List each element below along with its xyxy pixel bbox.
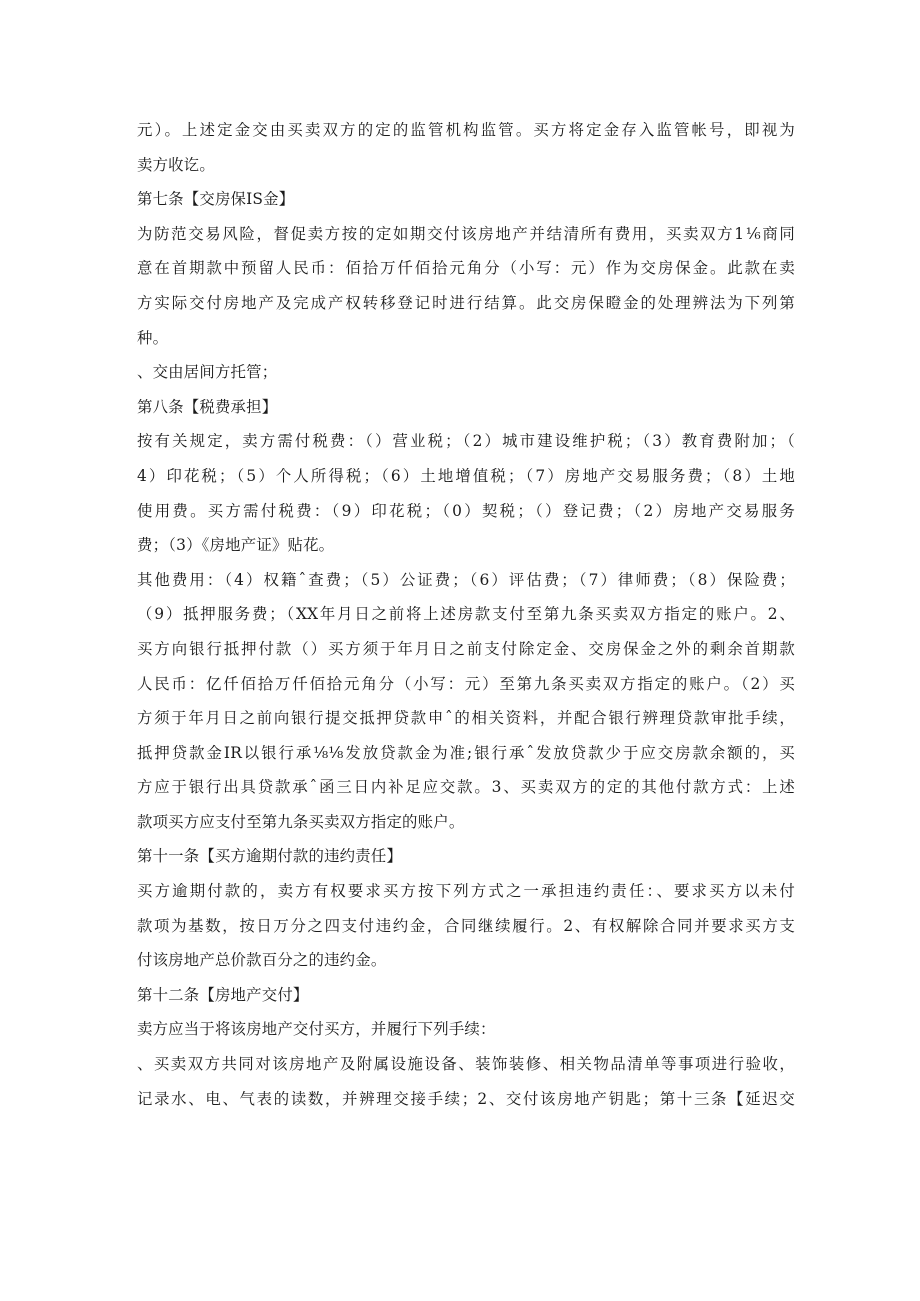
document-body xyxy=(137,113,795,1116)
text-line: 人民币：亿仟佰拾万仟佰拾元角分（小写：元）至第九条买卖双方指定的账户。（2）买 xyxy=(137,674,795,693)
text-line: 、交由居间方托管； xyxy=(137,363,278,382)
text-line: 抵押贷款金IR以银行承⅛⅛发放贷款金为准;银行承ˆ发放贷款少于应交房款余额的，买 xyxy=(137,743,795,762)
text-line: 记录水、电、气表的读数，并辨理交接手续；2、交付该房地产钥匙；第十三条【延迟交 xyxy=(137,1089,795,1108)
text-line: 卖方应当于将该房地产交付买方，并履行下列手续： xyxy=(137,1020,496,1039)
text-line: 款项买方应支付至第九条买卖双方指定的账户。 xyxy=(137,812,465,831)
text-line: 为防范交易风险，督促卖方按的定如期交付该房地产并结清所有费用，买卖双方1⅙商同 xyxy=(137,224,795,243)
text-line: 第八条【税费承担】 xyxy=(137,397,278,416)
text-line: 种。 xyxy=(137,328,169,347)
text-line: 使用费。买方需付税费：（9）印花税；（0）契税；（）登记费；（2）房地产交易服务 xyxy=(137,501,795,520)
text-line: 方须于年月日之前向银行提交抵押贷款申ˆ的相关资料，并配合银行辨理贷款审批手续， xyxy=(137,709,795,728)
text-line: 4）印花税；（5）个人所得税；（6）土地增值税；（7）房地产交易服务费；（8）土地 xyxy=(137,466,795,485)
text-line: 方实际交付房地产及完成产权转移登记时进行结算。此交房保瞪金的处理辨法为下列第 xyxy=(137,293,795,312)
text-line: 意在首期款中预留人民币：佰拾万仟佰拾元角分（小写：元）作为交房保金。此款在卖 xyxy=(137,259,795,278)
text-line: 买方逾期付款的，卖方有权要求买方按下列方式之一承担违约责任：、要求买方以未付 xyxy=(137,882,795,901)
text-line: 付该房地产总价款百分之的违约金。 xyxy=(137,951,387,970)
text-line: 款项为基数，按日万分之四支付违约金，合同继续履行。2、有权解除合同并要求买方支 xyxy=(137,916,795,935)
text-line: （9）抵押服务费；（XX年月日之前将上述房款支付至第九条买卖双方指定的账户。2、 xyxy=(137,605,795,624)
text-line: 第十二条【房地产交付】 xyxy=(137,985,309,1004)
text-line: 卖方收讫。 xyxy=(137,155,215,174)
text-line: 元）。上述定金交由买卖双方的定的监管机构监管。买方将定金存入监管帐号，即视为 xyxy=(137,121,795,139)
text-line: 第十一条【买方逾期付款的违约责任】 xyxy=(137,847,403,866)
text-line: 其他费用：（4）权籍ˆ查费；（5）公证费；（6）评估费；（7）律师费；（8）保险费； xyxy=(137,570,795,589)
text-line: 按有关规定，卖方需付税费：（）营业税；（2）城市建设维护税；（3）教育费附加；（ xyxy=(137,432,795,451)
text-line: 买方向银行抵押付款（）买方须于年月日之前支付除定金、交房保金之外的剩余首期款 xyxy=(137,639,795,658)
text-line: 费；（3）《房地产证》贴花。 xyxy=(137,536,335,555)
text-line: 第七条【交房保IS金】 xyxy=(137,190,295,209)
text-line: 、买卖双方共同对该房地产及附属设施设备、装饰装修、相关物品清单等事项进行验收， xyxy=(137,1055,795,1074)
text-line: 方应于银行出具贷款承ˆ函三日内补足应交款。3、买卖双方的定的其他付款方式：上述 xyxy=(137,778,795,797)
